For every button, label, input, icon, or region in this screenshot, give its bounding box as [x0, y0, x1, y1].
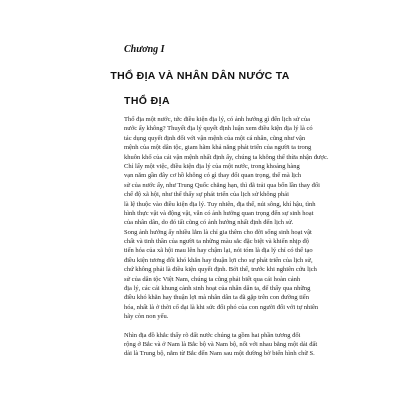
- text-line: sử của dân tộc Việt Nam, chúng ta cũng phải biết qua cái hoàn cảnh: [124, 275, 301, 283]
- text-line: nước ấy không? Thuyết địa lý quyết định luận xem điều kiện địa lý là có: [124, 125, 313, 133]
- text-line: điều khó khăn hay thuận lợi mà nhân dân ta đã gặp trên con đường tiến: [124, 294, 309, 302]
- text-line: Nhìn địa đồ khắc thấy rõ đất nước chúng ta gồm hai phần tương đối: [124, 331, 301, 339]
- text-line: Chỉ lấy một việc, điều kiện địa lý của một nước, trong khoảng hàng: [124, 162, 300, 170]
- text-line: là lệ thuộc vào điều kiện địa lý. Tuy nhiên, địa thế, núi sông, khí hậu, tình: [124, 200, 316, 208]
- paragraph-2: [124, 331, 318, 359]
- body-text: [124, 115, 329, 359]
- text-line: Song ảnh hưởng ấy nhiều lắm là chỉ gia thêm cho đời sống sinh hoạt vật: [124, 228, 312, 236]
- text-line: tiến hóa của xã hội mau lên hay chậm lại, nói tóm là địa lý chỉ có thể tạo: [124, 247, 313, 255]
- text-line: khuôn khổ của cái vận mệnh nhất định ấy, chúng ta không thể thừa nhận được.: [124, 153, 329, 161]
- text-line: hóa, nhất là ở thời cổ đại là khi sức đối phó của con người đối với tự nhiên: [124, 303, 319, 311]
- section-heading: THỔ ĐỊA: [124, 95, 170, 107]
- text-line: vạn năm gần đây cơ hồ không có gì thay đổi quan trọng, thế mà lịch: [124, 172, 302, 180]
- text-line: điều kiện tương đối khó khăn hay thuận lợi cho sự phát triển của lịch sử,: [124, 256, 313, 264]
- text-line: chất và tinh thần của người ta những màu sắc đặc biệt và khiến nhịp độ: [124, 238, 310, 246]
- chapter-title: THỔ ĐỊA VÀ NHÂN DÂN NƯỚC TA: [110, 70, 290, 82]
- text-line: hình thực vật và động vật, vẫn có ảnh hưởng quan trọng đến sự sinh hoạt: [124, 209, 314, 217]
- text-line: mệnh của một dân tộc, giam hãm khả năng phát triển của người ta trong: [124, 144, 312, 152]
- text-line: sử của nước ấy, như Trung Quốc chẳng hạn, thì đã trải qua bốn lần thay đổi: [124, 181, 320, 189]
- text-line: chế độ xã hội, như thế thấy sự phát triển của lịch sử không phải: [124, 191, 289, 199]
- text-line: của nhân dân, do đó tất cũng có ảnh hưởng nhất định đến lịch sử.: [124, 219, 294, 227]
- text-line: dài là Trung bộ, nằm từ Bắc đến Nam sau một đường bờ biển hình chữ S.: [124, 350, 315, 358]
- text-line: chứ không phải là điều kiện quyết định. Bởi thế, trước khi nghiên cứu lịch: [124, 266, 317, 274]
- paragraph-1: [124, 115, 329, 322]
- chapter-heading: Chương I: [124, 44, 165, 55]
- text-line: tác dụng quyết định đối với vận mệnh của một cá nhân, cũng như vận: [124, 134, 306, 142]
- text-line: địa lý, các cái khung cảnh sinh hoạt của nhân dân ta, để thấy qua những: [124, 285, 311, 293]
- text-line: Thổ địa một nước, tức điều kiện địa lý, có ảnh hưởng gì đến lịch sử của: [124, 116, 310, 123]
- text-line: hãy còn non yếu.: [124, 313, 169, 321]
- text-line: rộng ở Bắc và ở Nam là Bắc bộ và Nam bộ, nối với nhau bằng một dải đất: [124, 340, 318, 348]
